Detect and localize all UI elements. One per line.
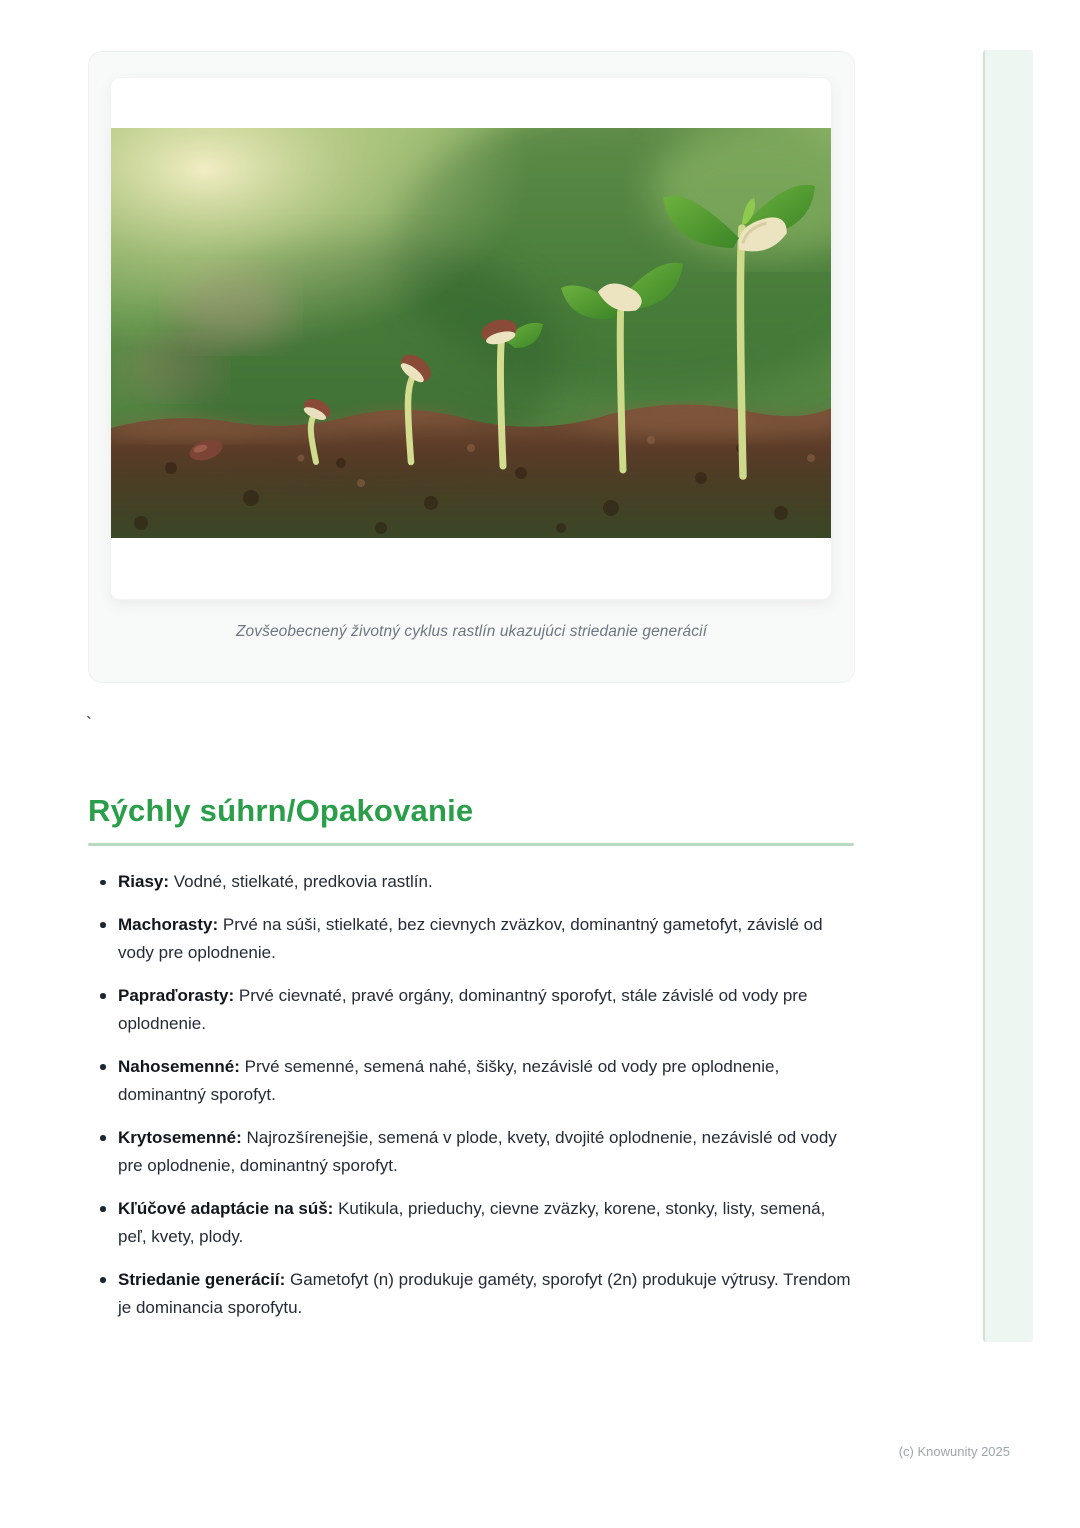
summary-item-term: Machorasty: (118, 914, 219, 934)
summary-item-term: Striedanie generácií: (118, 1269, 286, 1289)
summary-item-desc: Prvé na súši, stielkaté, bez cievnych zväzkov, dominantný gametofyt, závislé od vody pre oplodnenie. (118, 914, 823, 962)
summary-list (88, 868, 854, 1323)
summary-item (98, 868, 854, 897)
summary-item-term: Krytosemenné: (118, 1127, 242, 1147)
summary-item-desc: Gametofyt (n) produkuje gaméty, sporofyt (2n) produkuje výtrusy. Trendom je dominancia sporofytu. (118, 1269, 851, 1317)
stray-backtick: ` (86, 714, 92, 734)
summary-item (98, 982, 854, 1039)
photo-frame (110, 77, 832, 600)
summary-item (98, 1195, 854, 1252)
heading-divider (88, 843, 854, 846)
figure-caption: Zovšeobecnený životný cyklus rastlín ukazujúci striedanie generácií (235, 623, 708, 640)
summary-item-desc: Kutikula, prieduchy, cievne zväzky, korene, stonky, listy, semená, peľ, kvety, plody. (118, 1198, 826, 1246)
summary-item-desc: Prvé cievnaté, pravé orgány, dominantný sporofyt, stále závislé od vody pre oplodnenie. (118, 985, 808, 1033)
summary-item-desc: Najrozšírenejšie, semená v plode, kvety, dvojité oplodnenie, nezávislé od vody pre oplodnenie, dominantný sporofyt. (118, 1127, 837, 1175)
summary-item-term: Riasy: (118, 872, 170, 891)
summary-item-term: Nahosemenné: (118, 1056, 240, 1076)
summary-item-term: Papraďorasty: (118, 985, 235, 1005)
seedling-growth-photo (111, 128, 831, 538)
summary-item-term: Kľúčové adaptácie na súš: (118, 1198, 334, 1218)
summary-section (88, 793, 854, 1337)
summary-item (98, 1124, 854, 1181)
summary-item-desc: Vodné, stielkaté, predkovia rastlín. (173, 872, 433, 891)
summary-item (98, 911, 854, 968)
right-accent-bar (983, 50, 1033, 1342)
summary-item (98, 1266, 854, 1323)
copyright-text: (c) Knowunity 2025 (898, 1444, 1010, 1459)
figure-card (88, 51, 855, 683)
summary-item-desc: Prvé semenné, semená nahé, šišky, nezávislé od vody pre oplodnenie, dominantný sporofyt. (118, 1056, 780, 1104)
section-heading: Rýchly súhrn/Opakovanie (88, 793, 474, 828)
summary-item (98, 1053, 854, 1110)
